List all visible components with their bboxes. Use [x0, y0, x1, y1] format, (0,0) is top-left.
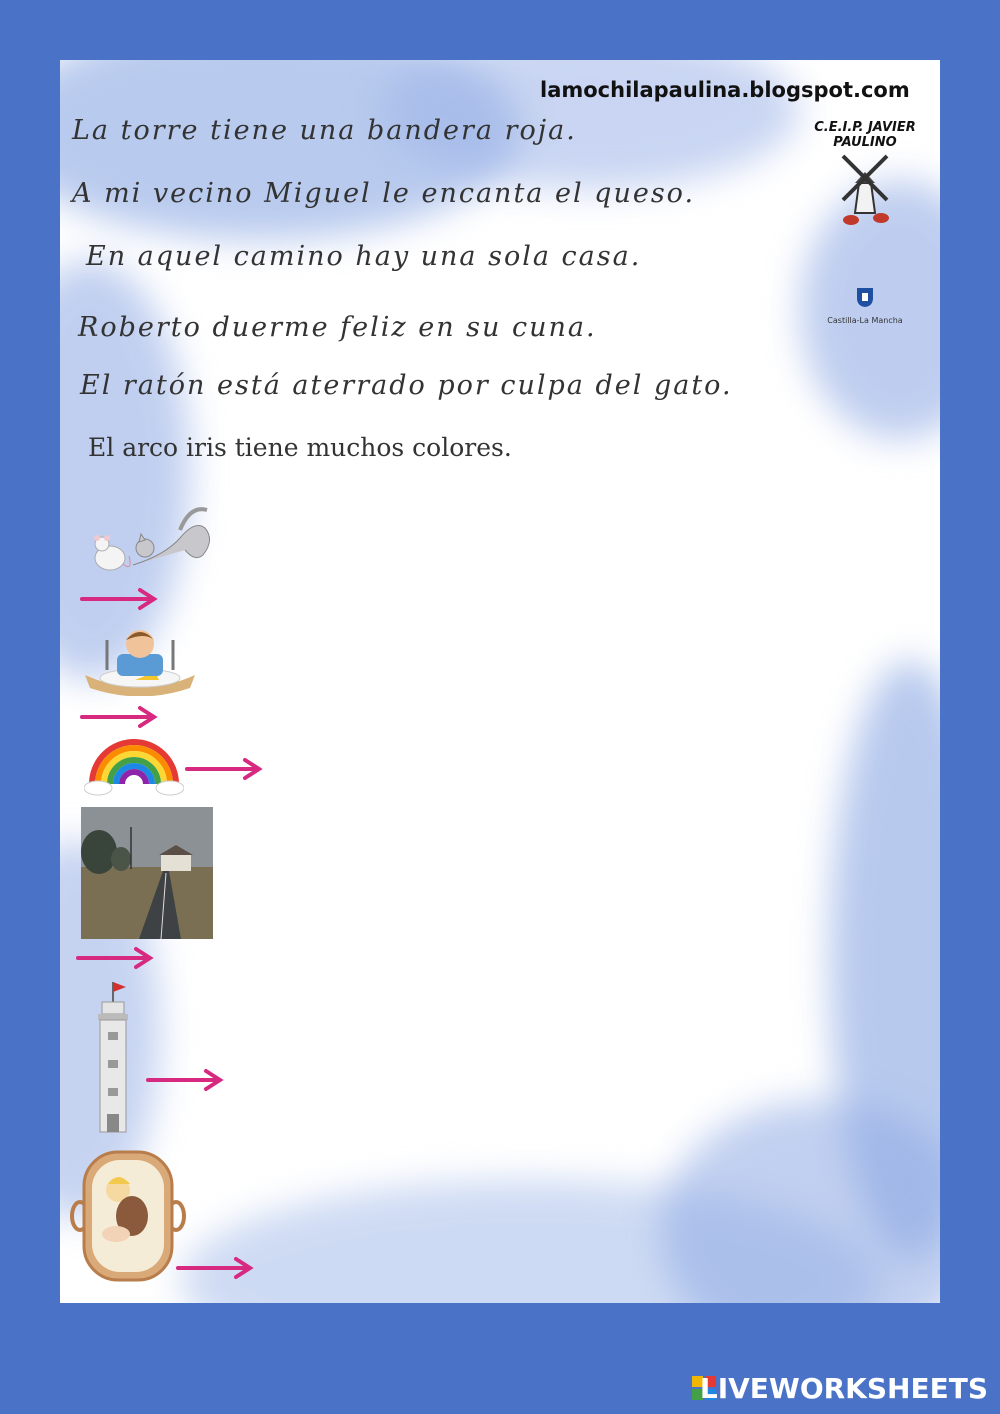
sentence-cradle: Roberto duerme feliz en su cuna.: [78, 312, 597, 343]
boy-eating-cheese-picture: [85, 620, 195, 696]
arrow-right-icon: [80, 705, 160, 729]
rainbow-picture: [84, 736, 184, 796]
arrow-right-icon: [76, 946, 156, 970]
arrow-right-icon: [146, 1068, 226, 1092]
footer-brand[interactable]: LIVEWORKSHEETS: [699, 1372, 988, 1405]
region-shield-icon: [855, 286, 875, 308]
site-url[interactable]: lamochilapaulina.blogspot.com: [540, 78, 910, 102]
road-house-photo: [81, 807, 213, 939]
sentence-tower: La torre tiene una bandera roja.: [72, 115, 577, 146]
tower-with-flag-picture: [88, 980, 138, 1136]
sentence-road: En aquel camino hay una sola casa.: [86, 241, 642, 272]
sentence-mouse-cat: El ratón está aterrado por culpa del gato.: [80, 370, 733, 401]
school-logo-text: C.E.I.P. JAVIER PAULINO: [814, 120, 916, 150]
sentence-cheese: A mi vecino Miguel le encanta el queso.: [72, 178, 696, 209]
arrow-right-icon: [185, 757, 265, 781]
sentence-rainbow: El arco iris tiene muchos colores.: [88, 433, 512, 462]
arrow-right-icon: [176, 1256, 256, 1280]
region-label: Castilla-La Mancha: [827, 316, 903, 325]
worksheet-page: [60, 60, 940, 1303]
mouse-and-cat-picture: [85, 500, 225, 580]
windmill-icon: [795, 138, 935, 248]
baby-in-cradle-picture: [70, 1148, 186, 1284]
school-logo: [795, 120, 935, 325]
arrow-right-icon: [80, 587, 160, 611]
